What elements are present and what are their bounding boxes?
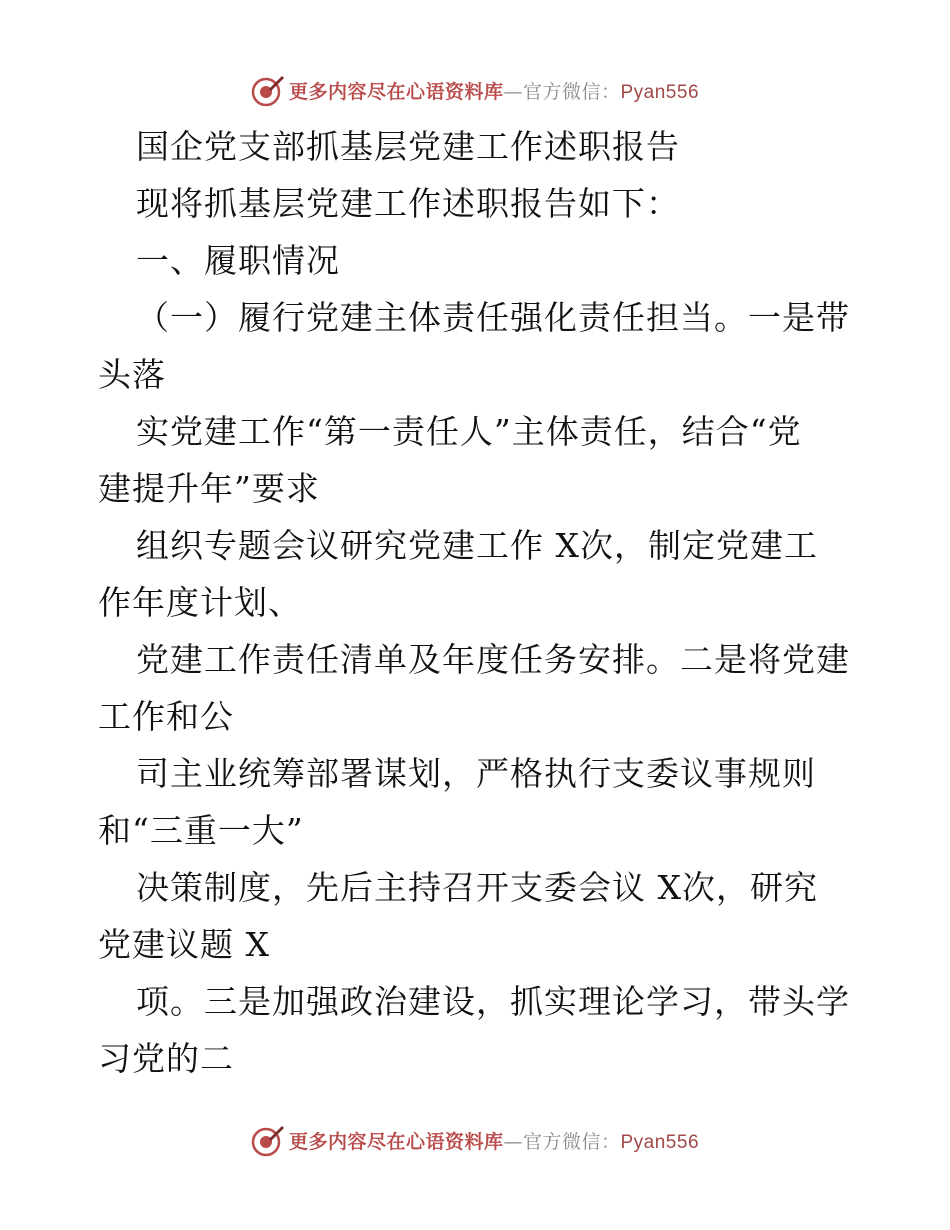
doc-line: 实党建工作“第一责任人”主体责任，结合“党 <box>136 412 802 451</box>
watermark-wechat-label: 官方微信： <box>522 80 621 103</box>
watermark-text <box>289 1127 699 1154</box>
doc-line: 决策制度，先后主持召开支委会议 X次，研究 <box>136 868 818 907</box>
doc-line: 作年度计划、 <box>98 583 302 622</box>
watermark-wechat-id: Pyan556 <box>620 81 700 103</box>
watermark-footer <box>0 1120 950 1160</box>
seal-logo-icon <box>251 1123 285 1157</box>
doc-line: （一）履行党建主体责任强化责任担当。一是带 <box>136 298 850 337</box>
doc-line: 习党的二 <box>98 1039 234 1078</box>
watermark-dash: — <box>503 1130 523 1153</box>
doc-line: 组织专题会议研究党建工作 X次，制定党建工 <box>136 526 818 565</box>
section-heading: 一、履职情况 <box>136 241 340 280</box>
watermark-text <box>289 77 699 104</box>
seal-logo-icon <box>251 73 285 107</box>
watermark-header <box>0 70 950 110</box>
watermark-wechat-id: Pyan556 <box>620 1131 700 1153</box>
doc-line: 项。三是加强政治建设，抓实理论学习，带头学 <box>136 982 850 1021</box>
watermark-dash: — <box>503 80 523 103</box>
watermark-site: 更多内容尽在心语资料库 <box>288 80 504 103</box>
doc-line: 党建工作责任清单及年度任务安排。二是将党建 <box>136 640 850 679</box>
doc-line: 现将抓基层党建工作述职报告如下： <box>136 184 680 223</box>
doc-line: 建提升年”要求 <box>98 469 320 508</box>
doc-line: 工作和公 <box>98 697 234 736</box>
watermark-wechat-label: 官方微信： <box>522 1130 621 1153</box>
document-body <box>98 118 858 1087</box>
doc-line: 和“三重一大” <box>98 811 304 850</box>
doc-line: 头落 <box>98 355 166 394</box>
watermark-site: 更多内容尽在心语资料库 <box>288 1130 504 1153</box>
doc-line: 司主业统筹部署谋划，严格执行支委议事规则 <box>136 754 816 793</box>
doc-title: 国企党支部抓基层党建工作述职报告 <box>136 127 680 166</box>
doc-line: 党建议题 X <box>98 925 270 964</box>
